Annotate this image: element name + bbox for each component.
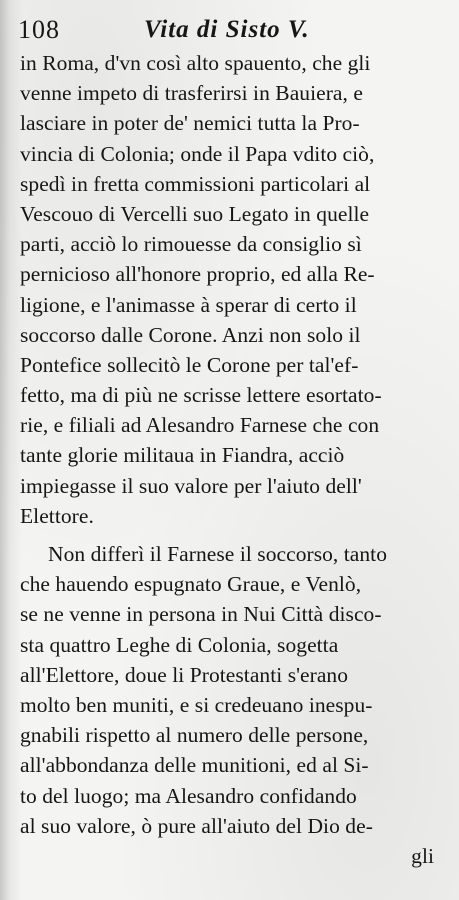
text-line: vincia di Colonia; onde il Papa vdito ciò, xyxy=(20,141,375,166)
text-line: che hauendo espugnato Graue, e Venlò, xyxy=(20,572,362,597)
text-line: ligione, e l'animasse à sperar di certo il xyxy=(20,292,357,317)
text-line: venne impeto di trasferirsi in Bauiera, e xyxy=(20,81,363,106)
text-line: tante glorie militaua in Fiandra, acciò xyxy=(20,443,345,468)
text-line: sta quattro Leghe di Colonia, sogetta xyxy=(20,632,339,657)
text-line: all'abbondanza delle munitioni, ed al Si- xyxy=(20,753,369,778)
running-title: Vita di Sisto V. xyxy=(144,16,310,43)
text-line: impiegasse il suo valore per l'aiuto dell' xyxy=(20,473,362,498)
text-line: in Roma, d'vn così alto spauento, che gli xyxy=(20,51,371,75)
text-line: Non differì il Farnese il soccorso, tanto xyxy=(48,542,388,566)
running-head xyxy=(18,14,431,46)
paragraph-2 xyxy=(20,539,440,841)
text-line: fetto, ma di più ne scrisse lettere esortato- xyxy=(20,383,382,408)
catchword: gli xyxy=(411,843,434,868)
text-line: al suo valore, ò pure all'aiuto del Dio de- xyxy=(20,813,373,838)
body-text xyxy=(20,48,440,871)
text-line: to del luogo; ma Alesandro confidando xyxy=(20,783,357,808)
text-line: all'Elettore, doue li Protestanti s'erano xyxy=(20,662,349,687)
text-line: Elettore. xyxy=(20,503,94,528)
text-line: se ne venne in persona in Nui Città disco- xyxy=(20,602,382,627)
text-line: molto ben muniti, e si credeuano inespu- xyxy=(20,692,373,717)
text-line: Vescouo di Vercelli suo Legato in quelle xyxy=(20,201,370,226)
text-line: parti, acciò lo rimouesse da consiglio sì xyxy=(20,232,362,257)
text-line: spedì in fretta commissioni particolari al xyxy=(20,171,371,196)
text-line: Pontefice sollecitò le Corone per tal'ef- xyxy=(20,352,359,377)
page-number: 108 xyxy=(18,15,60,44)
text-line: soccorso dalle Corone. Anzi non solo il xyxy=(20,322,361,347)
paragraph-1 xyxy=(20,48,440,531)
text-line: lasciare in poter de' nemici tutta la Pro- xyxy=(20,111,360,136)
text-line: rie, e filiali ad Alesandro Farnese che con xyxy=(20,413,380,438)
text-line: pernicioso all'honore proprio, ed alla Re- xyxy=(20,262,375,287)
text-line: gnabili rispetto al numero delle persone, xyxy=(20,723,369,748)
